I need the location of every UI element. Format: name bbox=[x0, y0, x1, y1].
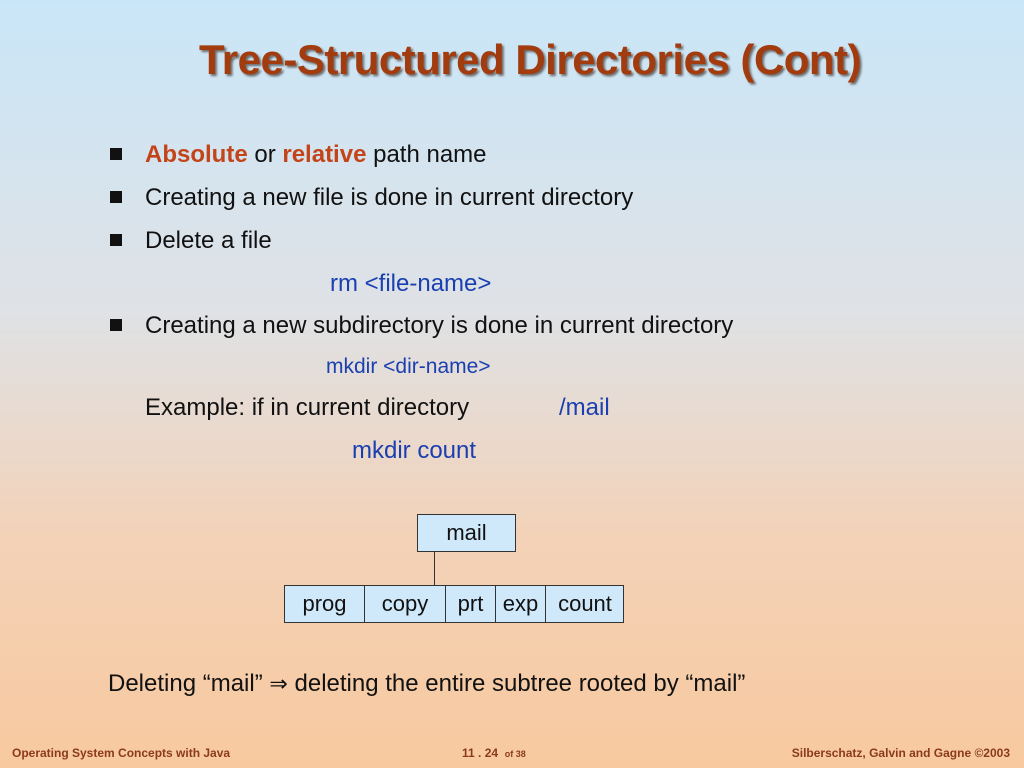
footer-course-title: Operating System Concepts with Java bbox=[12, 746, 231, 760]
bullet-text: Delete a file bbox=[145, 227, 272, 254]
slide-title: Tree-Structured Directories (Cont) bbox=[198, 36, 862, 83]
tree-root-mail: mail bbox=[417, 514, 516, 552]
footer-page: 11 . 24 bbox=[462, 746, 499, 760]
bullet-square-icon bbox=[110, 319, 122, 331]
footer-copyright: Silberschatz, Galvin and Gagne ©2003 bbox=[791, 746, 1010, 760]
mkdir-command: mkdir <dir-name> bbox=[326, 355, 491, 378]
conclusion-before: Deleting “mail” bbox=[108, 670, 270, 697]
bullet-square-icon bbox=[110, 148, 122, 160]
footer-page-total: of 38 bbox=[504, 749, 526, 759]
conclusion-text bbox=[108, 670, 745, 698]
path-name-text: path name bbox=[366, 141, 487, 168]
implies-arrow-icon: ⇒ bbox=[269, 672, 288, 697]
bullet-square-icon bbox=[110, 234, 122, 246]
tree-children-row bbox=[284, 585, 624, 623]
bullet-text: Creating a new subdirectory is done in current directory bbox=[145, 312, 734, 339]
conclusion-after: deleting the entire subtree rooted by “mail” bbox=[287, 670, 746, 697]
tree-child-prt: prt bbox=[446, 586, 496, 622]
tree-child-copy: copy bbox=[365, 586, 446, 622]
bullet-text bbox=[145, 141, 487, 169]
relative-emphasis: relative bbox=[282, 141, 367, 168]
tree-child-exp: exp bbox=[496, 586, 546, 622]
example-path: /mail bbox=[559, 394, 610, 421]
example-label: Example: if in current directory bbox=[145, 394, 470, 421]
mkdir-count-command: mkdir count bbox=[352, 437, 477, 464]
tree-child-prog: prog bbox=[285, 586, 365, 622]
tree-connector-line bbox=[434, 551, 435, 585]
footer-page-number bbox=[462, 746, 526, 760]
bullet-text: Creating a new file is done in current directory bbox=[145, 184, 634, 211]
bullet-square-icon bbox=[110, 191, 122, 203]
absolute-emphasis: Absolute bbox=[145, 141, 248, 168]
rm-command: rm <file-name> bbox=[330, 270, 492, 297]
or-text: or bbox=[247, 141, 283, 168]
tree-child-count: count bbox=[558, 591, 612, 616]
